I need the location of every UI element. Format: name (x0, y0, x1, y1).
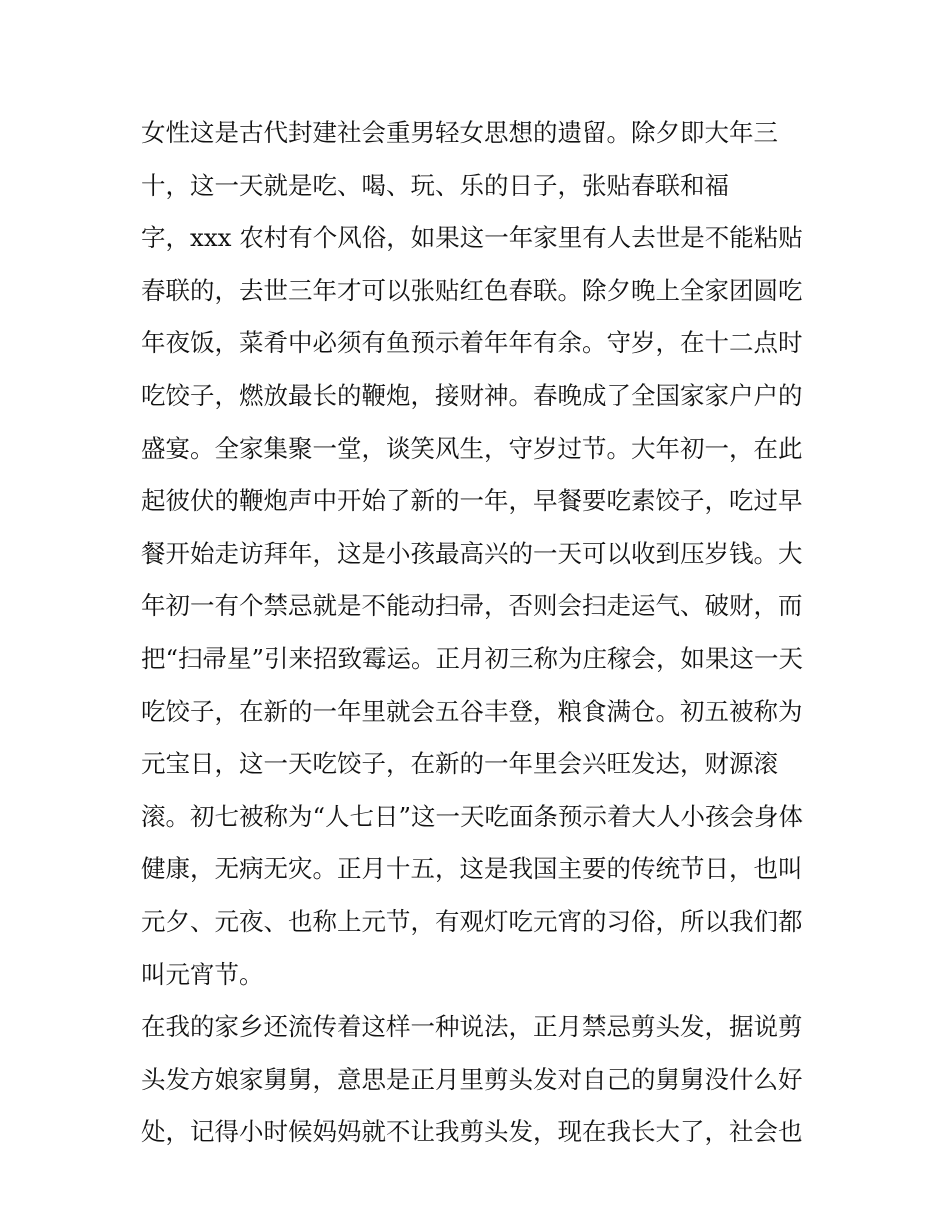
text-line: 起彼伏的鞭炮声中开始了新的一年，早餐要吃素饺子，吃过早 (141, 486, 803, 516)
text-line: 头发方娘家舅舅，意思是正月里剪头发对自己的舅舅没什么好 (141, 1064, 803, 1094)
text-line: 健康，无病无灾。正月十五，这是我国主要的传统节日，也叫 (141, 854, 803, 884)
text-line: 叫元宵节。 (141, 959, 264, 989)
text-line: 在我的家乡还流传着这样一种说法，正月禁忌剪头发，据说剪 (141, 1012, 803, 1042)
text-line: 盛宴。全家集聚一堂，谈笑风生，守岁过节。大年初一，在此 (141, 433, 803, 463)
body-text (141, 107, 841, 1159)
text-line: 女性这是古代封建社会重男轻女思想的遗留。除夕即大年三 (141, 118, 778, 147)
text-line: 滚。初七被称为“人七日”这一天吃面条预示着大人小孩会身体 (141, 801, 804, 831)
text-line: 吃饺子，燃放最长的鞭炮，接财神。春晚成了全国家家户户的 (141, 380, 803, 410)
text-line: 年初一有个禁忌就是不能动扫帚，否则会扫走运气、破财，而 (141, 591, 803, 621)
text-line: 把“扫帚星”引来招致霉运。正月初三称为庄稼会，如果这一天 (141, 643, 804, 673)
text-line: 字，xxx 农村有个风俗，如果这一年家里有人去世是不能粘贴 (141, 223, 803, 253)
text-line: 元宝日，这一天吃饺子，在新的一年里会兴旺发达，财源滚 (141, 749, 778, 779)
text-line: 餐开始走访拜年，这是小孩最高兴的一天可以收到压岁钱。大 (141, 538, 803, 568)
text-line: 吃饺子，在新的一年里就会五谷丰登，粮食满仓。初五被称为 (141, 696, 803, 726)
text-line: 年夜饭，菜肴中必须有鱼预示着年年有余。守岁，在十二点时 (141, 328, 803, 358)
text-line: 处，记得小时候妈妈就不让我剪头发，现在我长大了，社会也 (141, 1117, 803, 1147)
text-line: 春联的，去世三年才可以张贴红色春联。除夕晚上全家团圆吃 (141, 275, 803, 305)
text-line: 十，这一天就是吃、喝、玩、乐的日子，张贴春联和福 (141, 170, 729, 200)
text-line: 元夕、元夜、也称上元节，有观灯吃元宵的习俗，所以我们都 (141, 906, 803, 936)
